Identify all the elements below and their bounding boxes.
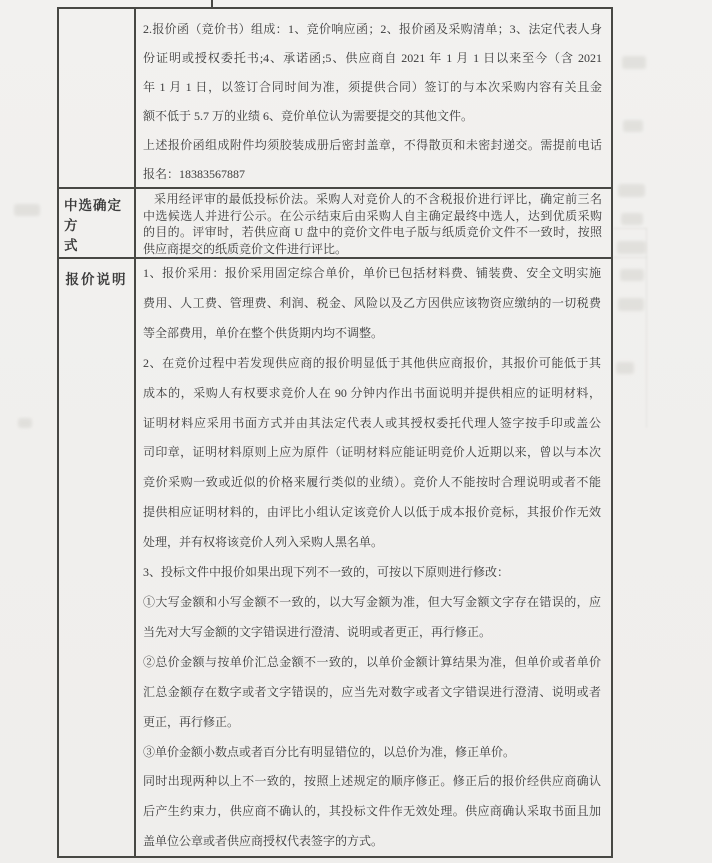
text-line: 更正，再行修正。 xyxy=(143,714,240,729)
bleed-through-mark xyxy=(622,56,646,69)
text-line: 费用、人工费、管理费、利润、税金、风险以及乙方因供应该物资应缴纳的一切税费 xyxy=(143,295,601,310)
row3-content-quotation-notes xyxy=(136,259,611,856)
text-line: ①大写金额和小写金额不一致的，以大写金额为准，但大写金额文字存在错误的，应 xyxy=(143,594,601,609)
text-line: 证明材料应采用书面方式并由其法定代表人或其授权委托代理人签字按手印或盖公 xyxy=(143,415,601,430)
row2-label-selection-method xyxy=(59,189,136,259)
bleed-through-table-line xyxy=(613,228,647,229)
bleed-through-mark xyxy=(616,362,634,374)
text-line: 提供相应证明材料的，由评比小组认定该竞价人以低于成本报价竞标，其报价作无效 xyxy=(143,505,601,520)
row2-content-selection-method xyxy=(136,189,611,259)
text-line: 司印章，证明材料原则上应为原件（证明材料应能证明竞价人近期以来，曾以与本次 xyxy=(143,445,601,460)
row1-label-cell-empty xyxy=(59,9,136,189)
text-line: 年 1 月 1 日，以签订合同时间为准，须提供合同）签订的与本次采购内容有关且金 xyxy=(143,80,602,94)
text-line: 同时出现两种以上不一致的，按照上述规定的顺序修正。修正后的报价经供应商确认 xyxy=(143,774,601,789)
bleed-through-mark xyxy=(623,120,643,132)
bleed-through-mark xyxy=(620,269,644,281)
row2-label-line2: 式 xyxy=(64,238,79,253)
bleed-through-mark xyxy=(618,298,644,311)
bleed-through-table-line xyxy=(613,257,647,258)
text-line: 竞价采购一致或近似的价格来履行类似的业绩）。竞价人不能按时合理说明或者不能 xyxy=(143,475,601,490)
text-line: 后产生约束力，供应商不确认的，其投标文件作无效处理。供应商确认采取书面且加 xyxy=(143,804,601,819)
text-line: 汇总金额存在数字或者文字错误的，应当先对数字或者文字错误进行澄清、说明或者 xyxy=(143,684,601,699)
text-line: 处理，并有权将该竞价人列入采购人黑名单。 xyxy=(143,535,384,550)
text-line: ②总价金额与按单价汇总金额不一致的，以单价金额计算结果为准，但单价或者单价 xyxy=(143,654,601,669)
text-line: 2、在竞价过程中若发现供应商的报价明显低于其他供应商报价，其报价可能低于其 xyxy=(143,355,601,370)
text-line: 成本的，采购人有权要求竞价人在 90 分钟内作出书面说明并提供相应的证明材料， xyxy=(143,385,601,400)
text-line: 中选候选人并进行公示。在公示结束后由采购人自主确定最终中选人，达到优质采购 xyxy=(143,208,602,223)
bleed-through-mark xyxy=(14,204,40,216)
row3-label-text: 报价说明 xyxy=(65,272,128,287)
text-line: 的目的。评审时，若供应商 U 盘中的竞价文件电子版与纸质竞价文件不一致时，按照 xyxy=(143,225,602,239)
text-line: 额不低于 5.7 万的业绩 6、竞价单位认为需要提交的其他文件。 xyxy=(143,109,474,123)
text-line: 3、投标文件中报价如果出现下列不一致的，可按以下原则进行修改： xyxy=(143,565,510,580)
bleed-through-mark xyxy=(621,213,643,225)
bleed-through-mark xyxy=(18,418,32,428)
text-line: 供应商提交的纸质竞价文件进行评比。 xyxy=(143,241,348,256)
row2-label-line1: 中选确定方 xyxy=(64,198,122,233)
bleed-through-mark xyxy=(618,184,645,197)
bleed-through-mark xyxy=(617,241,646,254)
text-line: 采用经评审的最低投标价法。采购人对竞价人的不含税报价进行评比，确定前三名 xyxy=(154,192,602,206)
text-line: 盖单位公章或者供应商授权代表签字的方式。 xyxy=(143,834,384,849)
text-line: 等全部费用，单价在整个供货期内均不调整。 xyxy=(143,325,384,340)
row1-content-bid-letter-composition xyxy=(136,9,611,189)
row3-label-quotation-notes xyxy=(59,259,136,856)
bleed-through-table-line xyxy=(646,228,647,428)
text-line: 上述报价函组成附件均须胶装成册后密封盖章，不得散页和未密封递交。需提前电话 xyxy=(143,138,602,152)
text-line-phone: 报名：18383567887 xyxy=(143,167,246,181)
bidding-terms-table xyxy=(57,7,613,858)
text-line: 2.报价函（竞价书）组成：1、竞价响应函；2、报价函及采购清单；3、法定代表人身 xyxy=(143,22,602,36)
text-line: 份证明或授权委托书;4、承诺函;5、供应商自 2021 年 1 月 1 日以来至今（含 2021 xyxy=(143,51,602,65)
text-line: 当先对大写金额的文字错误进行澄清、说明或者更正，再行修正。 xyxy=(143,624,492,639)
text-line: 1、报价采用：报价采用固定综合单价，单价已包括材料费、铺装费、安全文明实施 xyxy=(143,266,601,280)
text-line: ③单价金额小数点或者百分比有明显错位的，以总价为准，修正单价。 xyxy=(143,744,516,759)
